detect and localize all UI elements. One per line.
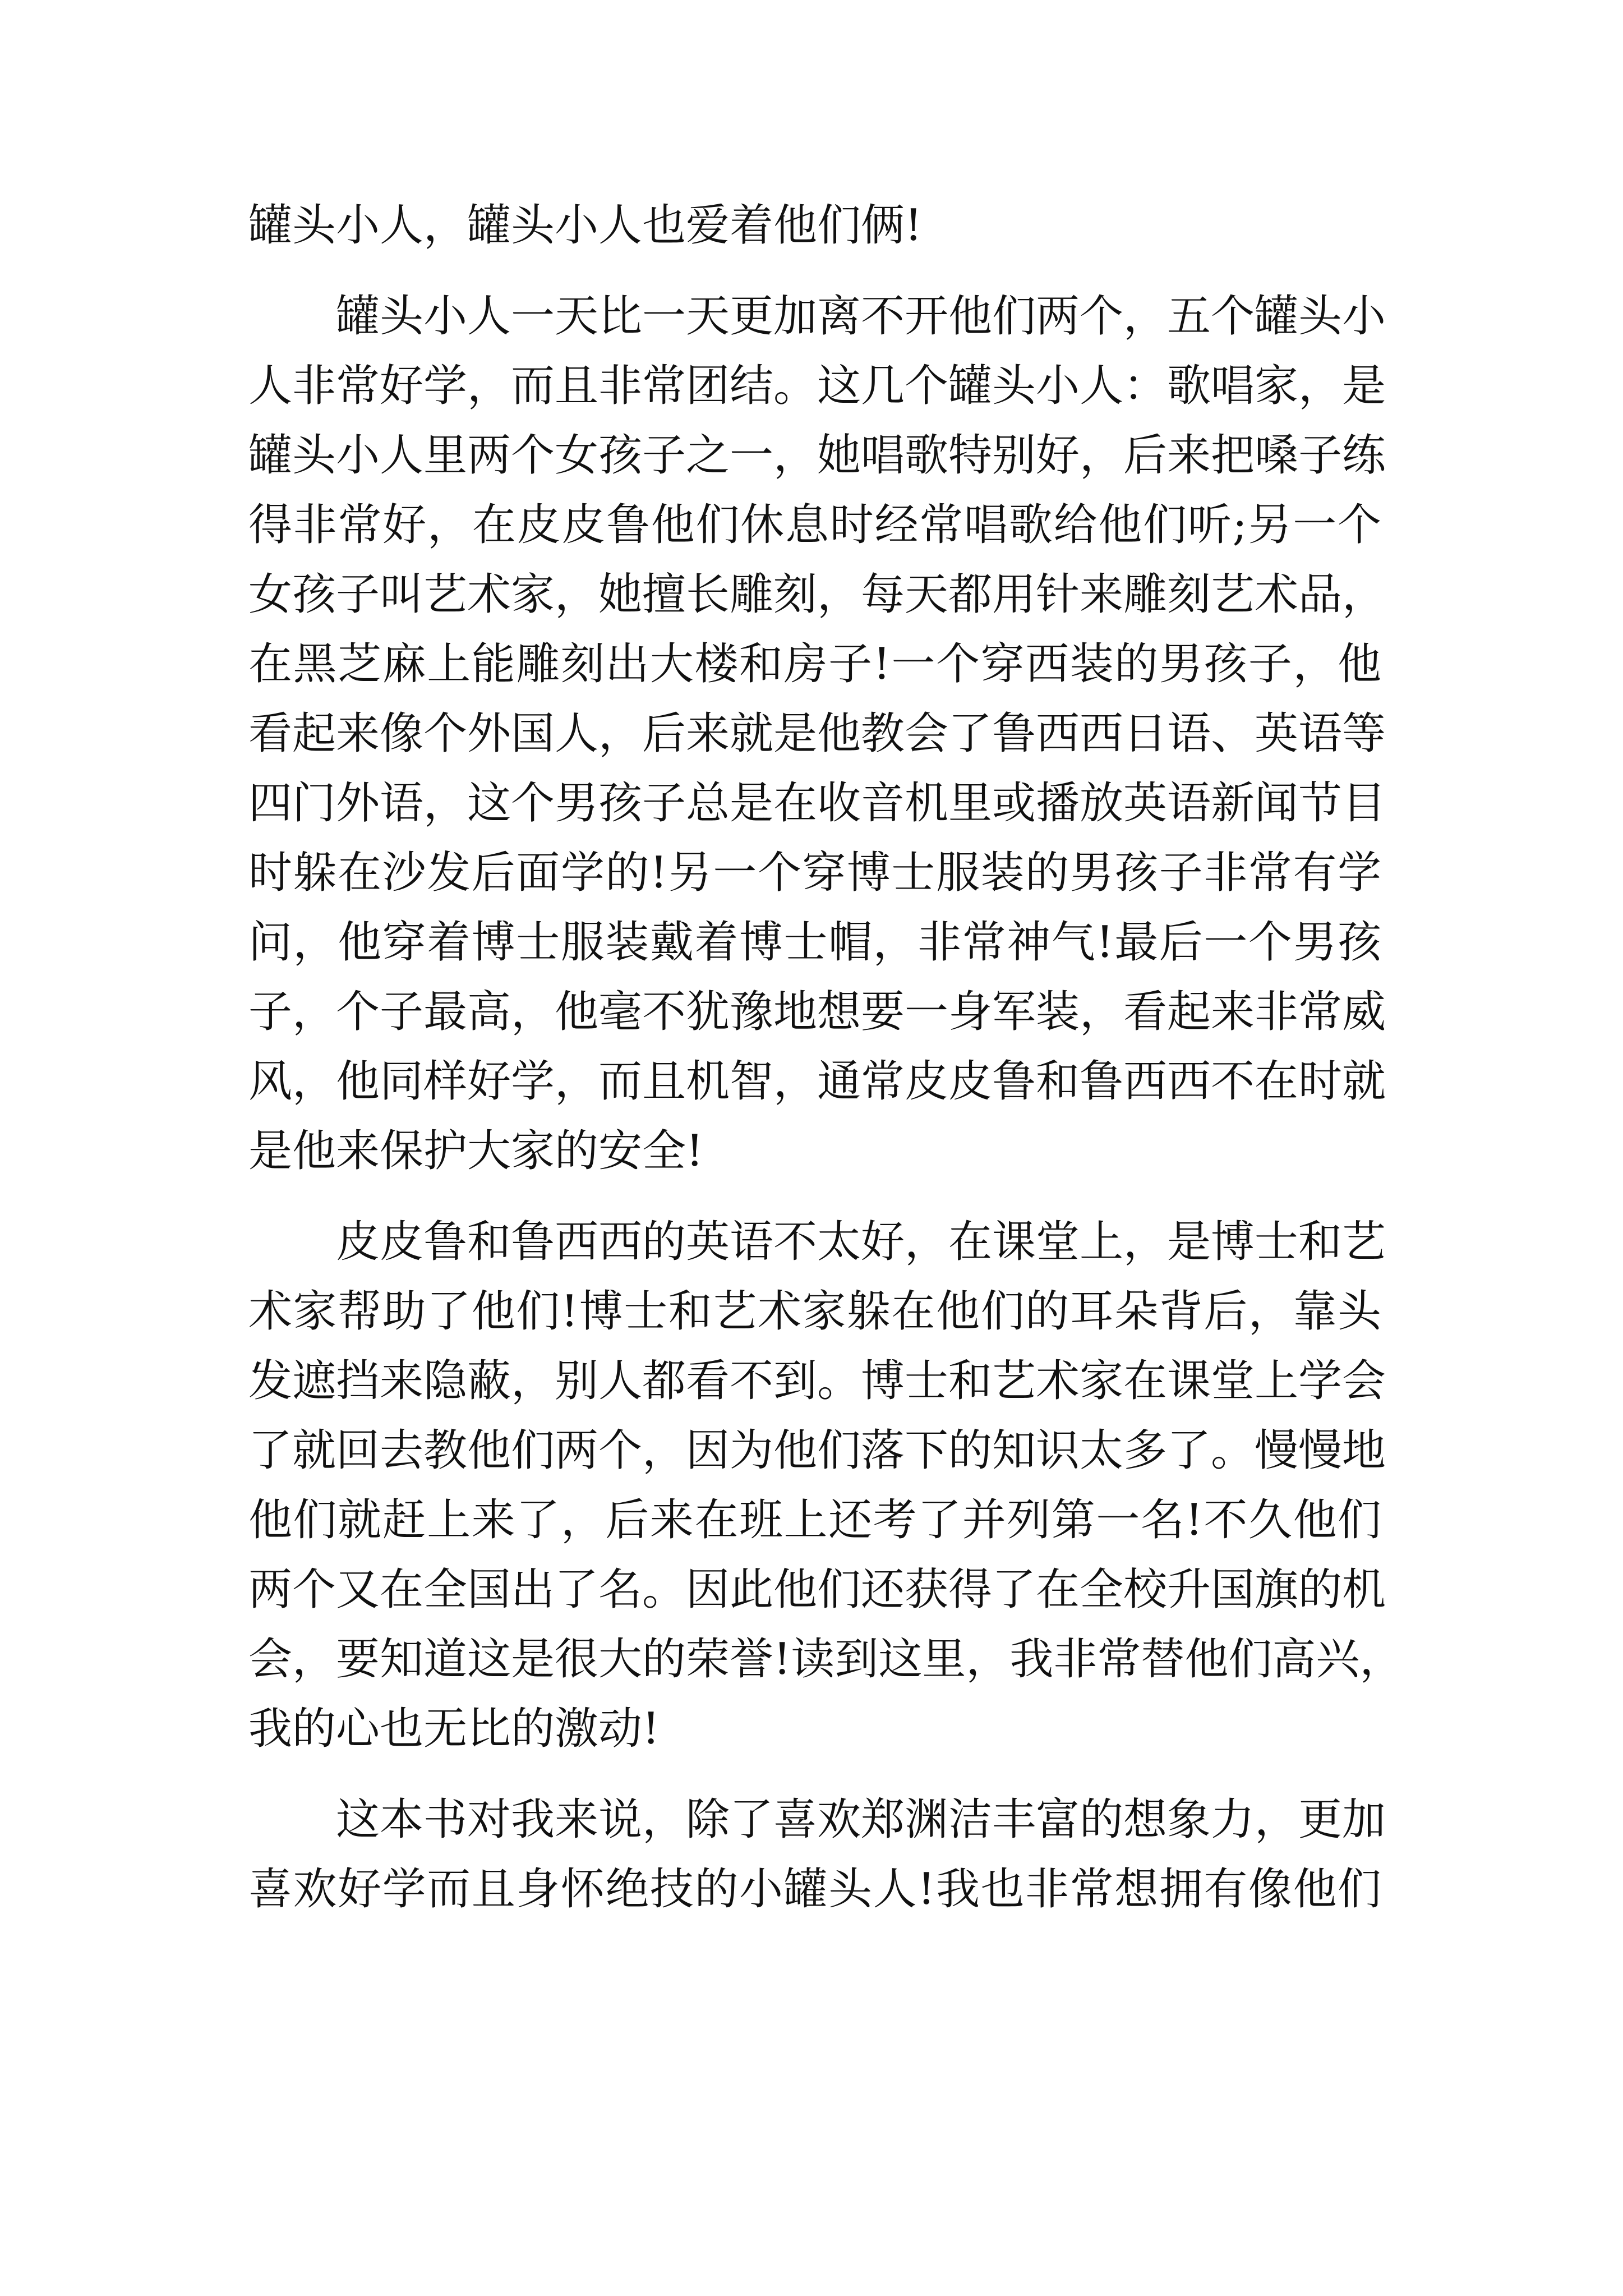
text-line: 会，要知道这是很大的荣誉!读到这里，我非常替他们高兴， [248, 1634, 1404, 1685]
body-text [248, 191, 1404, 1924]
text-line: 在黑芝麻上能雕刻出大楼和房子!一个穿西装的男孩子，他 [248, 639, 1381, 689]
paragraph-gap [248, 260, 1381, 282]
text-line: 得非常好，在皮皮鲁他们休息时经常唱歌给他们听;另一个 [248, 500, 1381, 550]
text-line: 罐头小人一天比一天更加离不开他们两个，五个罐头小 [336, 291, 1386, 342]
paragraph-gap [248, 1764, 1381, 1785]
text-line: 是他来保护大家的安全! [248, 1126, 704, 1176]
text-line: 风，他同样好学，而且机智，通常皮皮鲁和鲁西西不在时就 [248, 1056, 1386, 1107]
text-line: 这本书对我来说，除了喜欢郑渊洁丰富的想象力，更加 [336, 1795, 1386, 1845]
text-line: 两个又在全国出了名。因此他们还获得了在全校升国旗的机 [248, 1565, 1386, 1615]
paragraph-gap [248, 1186, 1381, 1207]
text-line: 四门外语，这个男孩子总是在收音机里或播放英语新闻节目 [248, 778, 1386, 829]
text-line: 发遮挡来隐蔽，别人都看不到。博士和艺术家在课堂上学会 [248, 1356, 1386, 1406]
text-line: 时躲在沙发后面学的!另一个穿博士服装的男孩子非常有学 [248, 848, 1381, 898]
text-line: 喜欢好学而且身怀绝技的小罐头人!我也非常想拥有像他们 [248, 1864, 1381, 1915]
text-line: 看起来像个外国人，后来就是他教会了鲁西西日语、英语等 [248, 708, 1386, 759]
text-line: 人非常好学，而且非常团结。这几个罐头小人：歌唱家，是 [248, 361, 1386, 411]
text-line: 术家帮助了他们!博士和艺术家躲在他们的耳朵背后，靠头 [248, 1286, 1381, 1337]
text-line: 问，他穿着博士服装戴着博士帽，非常神气!最后一个男孩 [248, 917, 1381, 968]
text-line: 皮皮鲁和鲁西西的英语不太好，在课堂上，是博士和艺 [336, 1217, 1386, 1267]
text-line: 罐头小人里两个女孩子之一，她唱歌特别好，后来把嗓子练 [248, 430, 1386, 481]
text-line: 罐头小人，罐头小人也爱着他们俩! [248, 200, 923, 251]
text-line: 子，个子最高，他毫不犹豫地想要一身军装，看起来非常威 [248, 987, 1386, 1037]
text-line: 我的心也无比的激动! [248, 1704, 660, 1754]
text-line: 了就回去教他们两个，因为他们落下的知识太多了。慢慢地 [248, 1425, 1386, 1476]
text-line: 他们就赶上来了，后来在班上还考了并列第一名!不久他们 [248, 1495, 1381, 1545]
text-line: 女孩子叫艺术家，她擅长雕刻，每天都用针来雕刻艺术品， [248, 569, 1386, 620]
